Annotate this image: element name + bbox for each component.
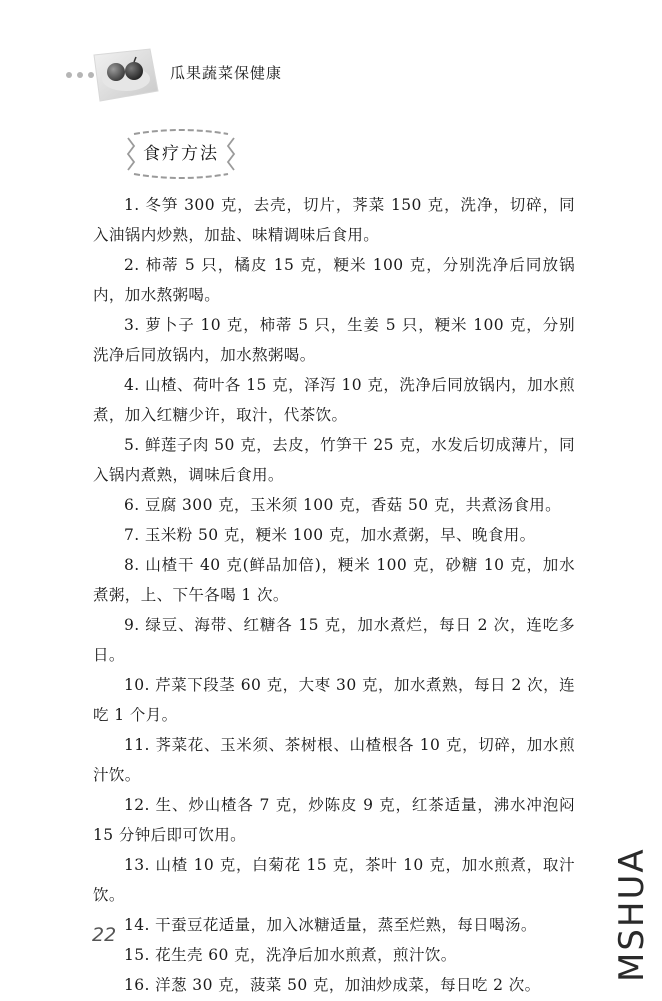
list-item: 2. 柿蒂 5 只，橘皮 15 克，粳米 100 克，分别洗净后同放锅内，加水熬粥喝。	[93, 256, 575, 304]
list-item: 7. 玉米粉 50 克，粳米 100 克，加水煮粥，早、晚食用。	[124, 526, 536, 544]
dot	[66, 72, 72, 78]
watermark: MSHUA	[612, 847, 652, 982]
list-item: 8. 山楂干 40 克(鲜品加倍)，粳米 100 克，砂糖 10 克，加水煮粥，上、下午各喝 1 次。	[93, 556, 575, 604]
section-title: 食疗方法	[143, 144, 219, 164]
list-item: 3. 萝卜子 10 克，柿蒂 5 只，生姜 5 只，粳米 100 克，分别洗净后同放锅内，加水熬粥喝。	[93, 316, 575, 364]
list-item: 9. 绿豆、海带、红糖各 15 克，加水煮烂，每日 2 次，连吃多日。	[93, 616, 575, 664]
recipe-list	[93, 190, 575, 1000]
list-item: 11. 荠菜花、玉米须、茶树根、山楂根各 10 克，切碎，加水煎汁饮。	[93, 736, 575, 784]
list-item: 10. 芹菜下段茎 60 克，大枣 30 克，加水煮熟，每日 2 次，连吃 1 个月。	[93, 676, 575, 724]
book-title: 瓜果蔬菜保健康	[170, 64, 283, 82]
list-item: 14. 干蚕豆花适量，加入冰糖适量，蒸至烂熟，每日喝汤。	[124, 916, 537, 934]
page-number: 22	[92, 924, 117, 946]
list-item: 15. 花生壳 60 克，洗净后加水煎煮，煎汁饮。	[124, 946, 457, 964]
list-item: 6. 豆腐 300 克，玉米须 100 克，香菇 50 克，共煮汤食用。	[124, 496, 562, 514]
list-item: 13. 山楂 10 克，白菊花 15 克，茶叶 10 克，加水煎煮，取汁饮。	[93, 856, 575, 904]
list-item: 16. 洋葱 30 克，菠菜 50 克，加油炒成菜，每日吃 2 次。	[124, 976, 541, 994]
list-item: 1. 冬笋 300 克，去壳，切片，荠菜 150 克，洗净，切碎，同入油锅内炒熟，加盐、味精调味后食用。	[93, 196, 575, 244]
list-item: 4. 山楂、荷叶各 15 克，泽泻 10 克，洗净后同放锅内，加水煎煮，加入红糖少许，取汁，代茶饮。	[93, 376, 575, 424]
section-badge	[120, 128, 242, 180]
list-item: 5. 鲜莲子肉 50 克，去皮，竹笋干 25 克，水发后切成薄片，同入锅内煮熟，调味后食用。	[93, 436, 575, 484]
running-header	[0, 0, 662, 110]
fruit-plate-icon	[90, 47, 160, 103]
list-item: 12. 生、炒山楂各 7 克，炒陈皮 9 克，红茶适量，沸水冲泡闷 15 分钟后即可饮用。	[93, 796, 575, 844]
dot	[77, 72, 83, 78]
